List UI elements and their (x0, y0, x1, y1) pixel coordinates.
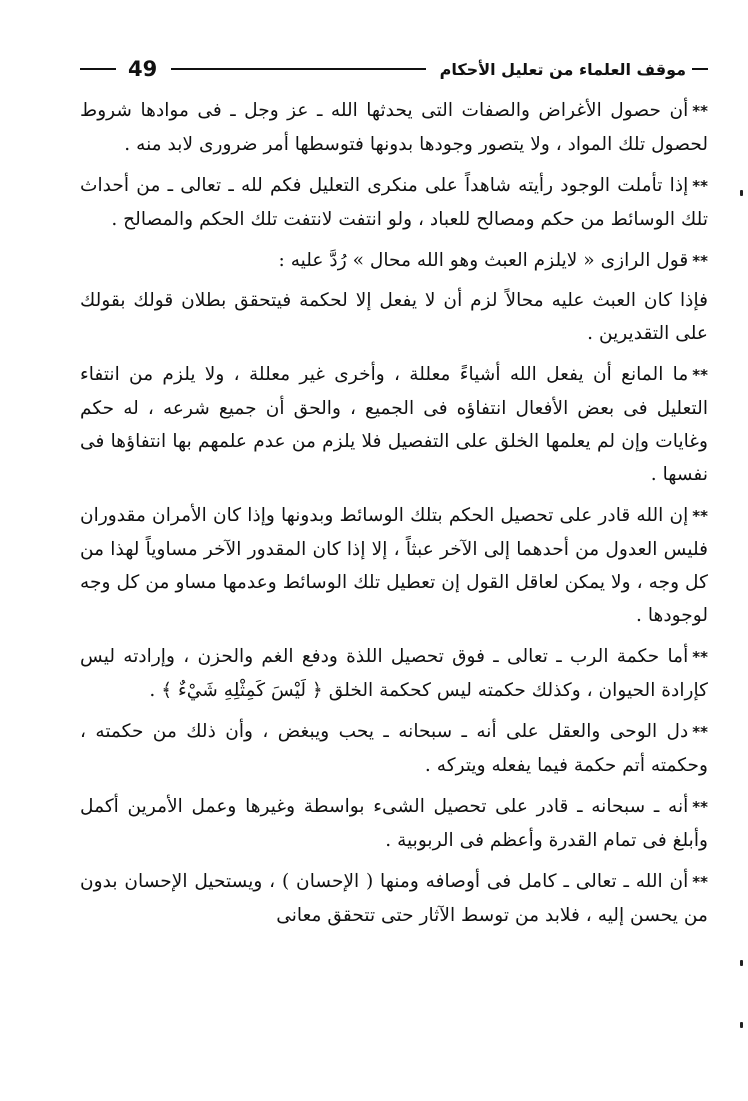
paragraph-mark-icon: ** (692, 252, 708, 270)
paragraph-text: إن الله قادر على تحصيل الحكم بتلك الوسائط وبدونها وإذا كان الأمران مقدوران فليس العدول من أحدهما إلى الآخر عبثاً ، إلا إذا كان المقدور الآخر مساوياً لهذا من كل وجه ، ولا يمكن لعاقل القول إن تعطيل تلك الوسائط وعدمها مساو من كل وجه لوجودها . (80, 505, 708, 626)
paragraph (80, 790, 708, 857)
paragraph (80, 169, 708, 236)
paragraph (80, 640, 708, 707)
paragraph-mark-icon: ** (692, 102, 708, 120)
paragraph (80, 284, 708, 350)
paragraph-mark-icon: ** (692, 177, 708, 195)
paragraph (80, 499, 708, 632)
running-header (80, 52, 708, 86)
paragraph-text: إذا تأملت الوجود رأيته شاهداً على منكرى التعليل فكم لله ـ تعالى ـ من أحداث تلك الوسائط من حكم ومصالح للعباد ، ولو انتفت لانتفت تلك الحكم والمصالح . (80, 175, 708, 230)
paragraph-mark-icon: ** (692, 723, 708, 741)
margin-speck (740, 190, 743, 196)
paragraph (80, 244, 708, 278)
paragraph-mark-icon: ** (692, 366, 708, 384)
paragraph-text: أن حصول الأغراض والصفات التى يحدثها الله ـ عز وجل ـ فى موادها شروط لحصول تلك المواد ، ولا يتصور وجودها بدونها فتوسطها أمر ضرورى لابد منه . (80, 100, 708, 155)
paragraph-text: أنه ـ سبحانه ـ قادر على تحصيل الشىء بواسطة وغيرها وعمل الأمرين أكمل وأبلغ فى تمام القدرة وأعظم فى الربوبية . (80, 796, 708, 851)
paragraph (80, 715, 708, 782)
margin-speck (740, 1022, 743, 1028)
paragraph-mark-icon: ** (692, 798, 708, 816)
paragraph (80, 358, 708, 491)
paragraph-mark-icon: ** (692, 507, 708, 525)
margin-speck (740, 960, 743, 966)
header-lead-dash (692, 68, 708, 70)
page-number: 49 (128, 57, 158, 81)
paragraph-mark-icon: ** (692, 648, 708, 666)
paragraph-mark-icon: ** (692, 873, 708, 891)
paragraph-text: قول الرازى « لايلزم العبث وهو الله محال » رُدَّ عليه : (278, 250, 689, 271)
document-page (80, 0, 708, 1101)
paragraph (80, 94, 708, 161)
header-title: موقف العلماء من تعليل الأحكام (439, 59, 686, 79)
paragraph-text: أن الله ـ تعالى ـ كامل فى أوصافه ومنها ( الإحسان ) ، ويستحيل الإحسان بدون من يحسن إليه ، فلابد من توسط الآثار حتى تتحقق معانى (80, 871, 708, 926)
paragraph-text: فإذا كان العبث عليه محالاً لزم أن لا يفعل إلا لحكمة فيتحقق بطلان قولك بقولك على التقديرين . (80, 290, 708, 344)
paragraph-text: ما المانع أن يفعل الله أشياءً معللة ، وأخرى غير معللة ، ولا يلزم من انتفاء التعليل فى بعض الأفعال انتفاؤه فى الجميع ، والحق أن جميع شرعه ، له حكم وغايات وإن لم يعلمها الخلق على التفصيل فلا يلزم من عدم علمهم بها انتفاؤها فى نفسها . (80, 364, 708, 485)
paragraph-text: أما حكمة الرب ـ تعالى ـ فوق تحصيل اللذة ودفع الغم والحزن ، وإرادته ليس كإرادة الحيوان ، وكذلك حكمته ليس كحكمة الخلق ﴿ لَيْسَ كَمِثْلِهِ شَيْءٌ ﴾ . (80, 646, 708, 701)
header-rule (171, 68, 425, 70)
paragraph-text: دل الوحى والعقل على أنه ـ سبحانه ـ يحب ويبغض ، وأن ذلك من حكمته ، وحكمته أتم حكمة فيما يفعله ويتركه . (80, 721, 708, 776)
paragraph (80, 865, 708, 932)
header-tail-dash (80, 68, 116, 70)
body-text (80, 94, 708, 940)
